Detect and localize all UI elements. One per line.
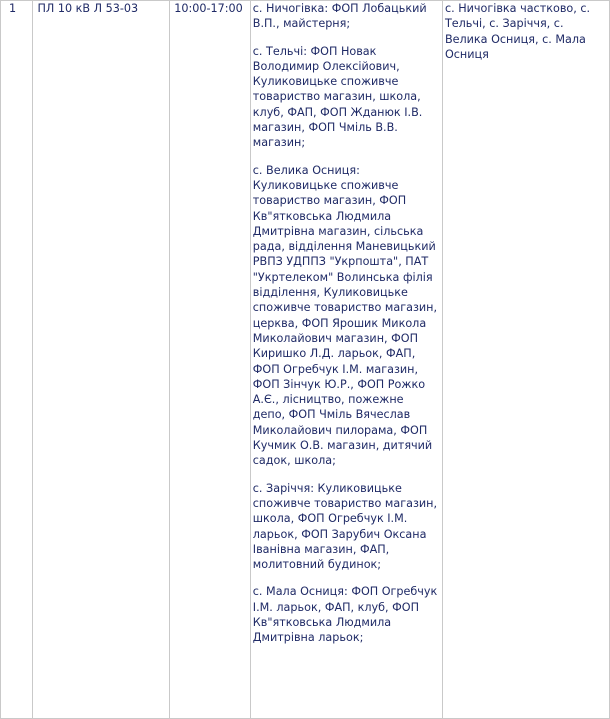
consumers-cell bbox=[250, 1, 442, 719]
power-line-name: ПЛ 10 кВ Л 53-03 bbox=[33, 1, 170, 719]
consumer-group-velyka-osnytsia: с. Велика Осниця: Куликовицьке споживче товариство магазин, ФОП Кв"ятковська Людмила Дмитрівна магазин, сільська рада, відділення Маневицький РВПЗ УДППЗ "Укрпошта", ПАТ "Укртелеком" Волинська філія відділення, Куликовицьке споживче товариство магазин, церква, ФОП Ярошик Микола Миколайович магазин, ФОП Киришко Л.Д. ларьок, ФАП, ФОП Огребчук І.М. магазин, ФОП Зінчук Ю.Р., ФОП Рожко А.Є., лісництво, пожежне депо, ФОП Чміль Вячеслав Миколайович пилорама, ФОП Кучмик О.В. магазин, дитячий садок, школа; bbox=[252, 163, 438, 468]
outage-time: 10:00-17:00 bbox=[170, 1, 251, 719]
row-number: 1 bbox=[1, 1, 33, 719]
table-row bbox=[1, 1, 610, 719]
consumer-group-zarichchia: с. Заріччя: Куликовицьке споживче товариство магазин, школа, ФОП Огребчук І.М. ларьок, ФОП Зарубич Оксана Іванівна магазин, ФАП, молитовний будинок; bbox=[252, 481, 438, 572]
consumer-group-mala-osnytsia: с. Мала Осниця: ФОП Огребчук І.М. ларьок, ФАП, клуб, ФОП Кв"ятковська Людмила Дмитрівна ларьок; bbox=[252, 585, 438, 645]
affected-settlements: с. Ничогівка частково, с. Тельчі, с. Заріччя, с. Велика Осниця, с. Мала Осниця bbox=[442, 1, 609, 719]
consumer-group-telchi: с. Тельчі: ФОП Новак Володимир Олексійович, Куликовицьке споживче товариство магазин, школа, клуб, ФАП, ФОП Жданюк І.В. магазин, ФОП Чміль В.В. магазин; bbox=[252, 44, 423, 150]
consumer-group-nychohivka: с. Ничогівка: ФОП Лобацький В.П., майстерня; bbox=[252, 2, 427, 31]
